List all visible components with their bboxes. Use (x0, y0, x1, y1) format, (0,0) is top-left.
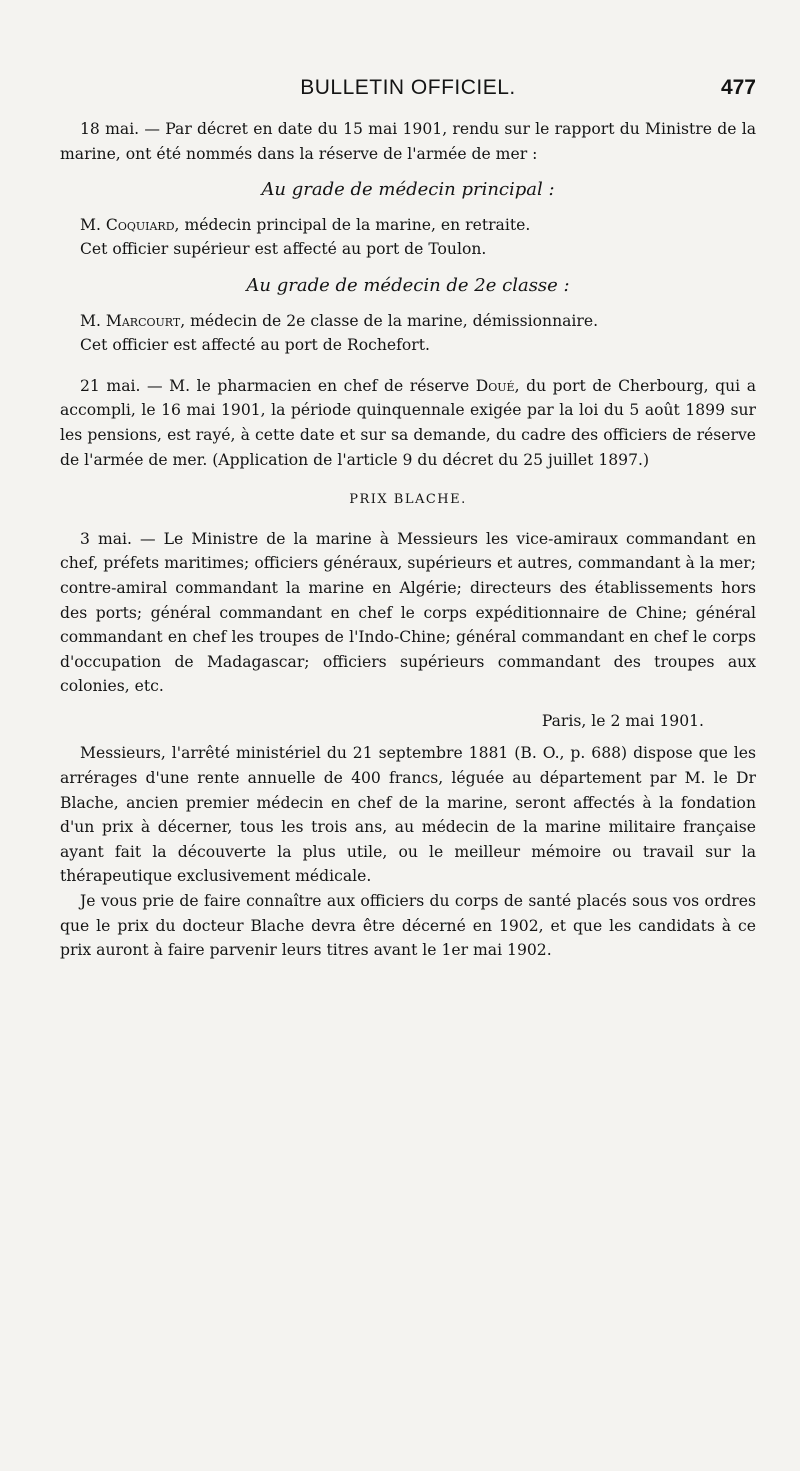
appointment-prefix: M. (80, 215, 106, 234)
section-title: PRIX BLACHE. (349, 492, 467, 508)
body-text (60, 117, 756, 963)
appointment-rest: , médecin de 2e classe de la marine, démissionnaire. (180, 311, 599, 330)
assignment-line: Cet officier est affecté au port de Rochefort. (80, 336, 430, 355)
pharmacist-name: Doué (475, 376, 515, 395)
appointment-prefix: M. (80, 311, 106, 330)
assignment-line: Cet officier supérieur est affecté au port de Toulon. (80, 240, 487, 259)
grade-heading-second-class: Au grade de médecin de 2e classe : (246, 274, 570, 296)
page-header (60, 76, 756, 108)
running-title: BULLETIN OFFICIEL. (300, 76, 516, 99)
addressees-paragraph: 3 mai. — Le Ministre de la marine à Messieurs les vice-amiraux commandant en chef, préfets maritimes; officiers généraux, supérieurs et autres, commandant à la mer; contre-amiral commandant la marine en Algérie; directeurs des établissements hors des ports; général commandant en chef le corps expéditionnaire de Chine; général commandant en chef les troupes de l'Indo-Chine; général commandant en chef le corps d'occupation de Madagascar; officiers supérieurs commandant des troupes aux colonies, etc. (60, 529, 756, 696)
letter-paragraph: Je vous prie de faire connaître aux officiers du corps de santé placés sous vos ordres que le prix du docteur Blache devra être décerné en 1902, et que les candidats à ce prix auront à faire parvenir leurs titres avant le 1er mai 1902. (60, 892, 756, 960)
removal-text-start: 21 mai. — M. le pharmacien en chef de réserve (80, 376, 476, 395)
appointment-line (60, 309, 756, 334)
decree-paragraph: 18 mai. — Par décret en date du 15 mai 1901, rendu sur le rapport du Ministre de la marine, ont été nommés dans la réserve de l'armée de mer : (60, 120, 756, 163)
removal-paragraph (60, 374, 756, 472)
letter-paragraph: Messieurs, l'arrêté ministériel du 21 septembre 1881 (B. O., p. 688) dispose que les arrérages d'une rente annuelle de 400 francs, léguée au département par M. le Dr Blache, ancien premier médecin en chef de la marine, seront affectés à la fondation d'un prix à décerner, tous les trois ans, au médecin de la marine militaire française ayant fait la découverte la plus utile, ou le meilleur mémoire ou travail sur la thérapeutique exclusivement médicale. (60, 744, 756, 886)
officer-name: Marcourt (105, 311, 181, 330)
removal-text-end: , du port de Cherbourg, qui a accompli, le 16 mai 1901, la période quinquennale exigée par la loi du 5 août 1899 sur les pensions, est rayé, à cette date et sur sa demande, du cadre des officiers de réserve de l'armée de mer. (Application de l'article 9 du décret du 25 juillet 1897.) (60, 376, 756, 469)
appointment-line (60, 213, 756, 238)
page-number: 477 (720, 76, 756, 99)
appointment-rest: , médecin principal de la marine, en retraite. (174, 215, 531, 234)
dateline: Paris, le 2 mai 1901. (541, 711, 704, 730)
grade-heading-principal: Au grade de médecin principal : (261, 179, 555, 201)
officer-name: Coquiard (105, 215, 175, 234)
